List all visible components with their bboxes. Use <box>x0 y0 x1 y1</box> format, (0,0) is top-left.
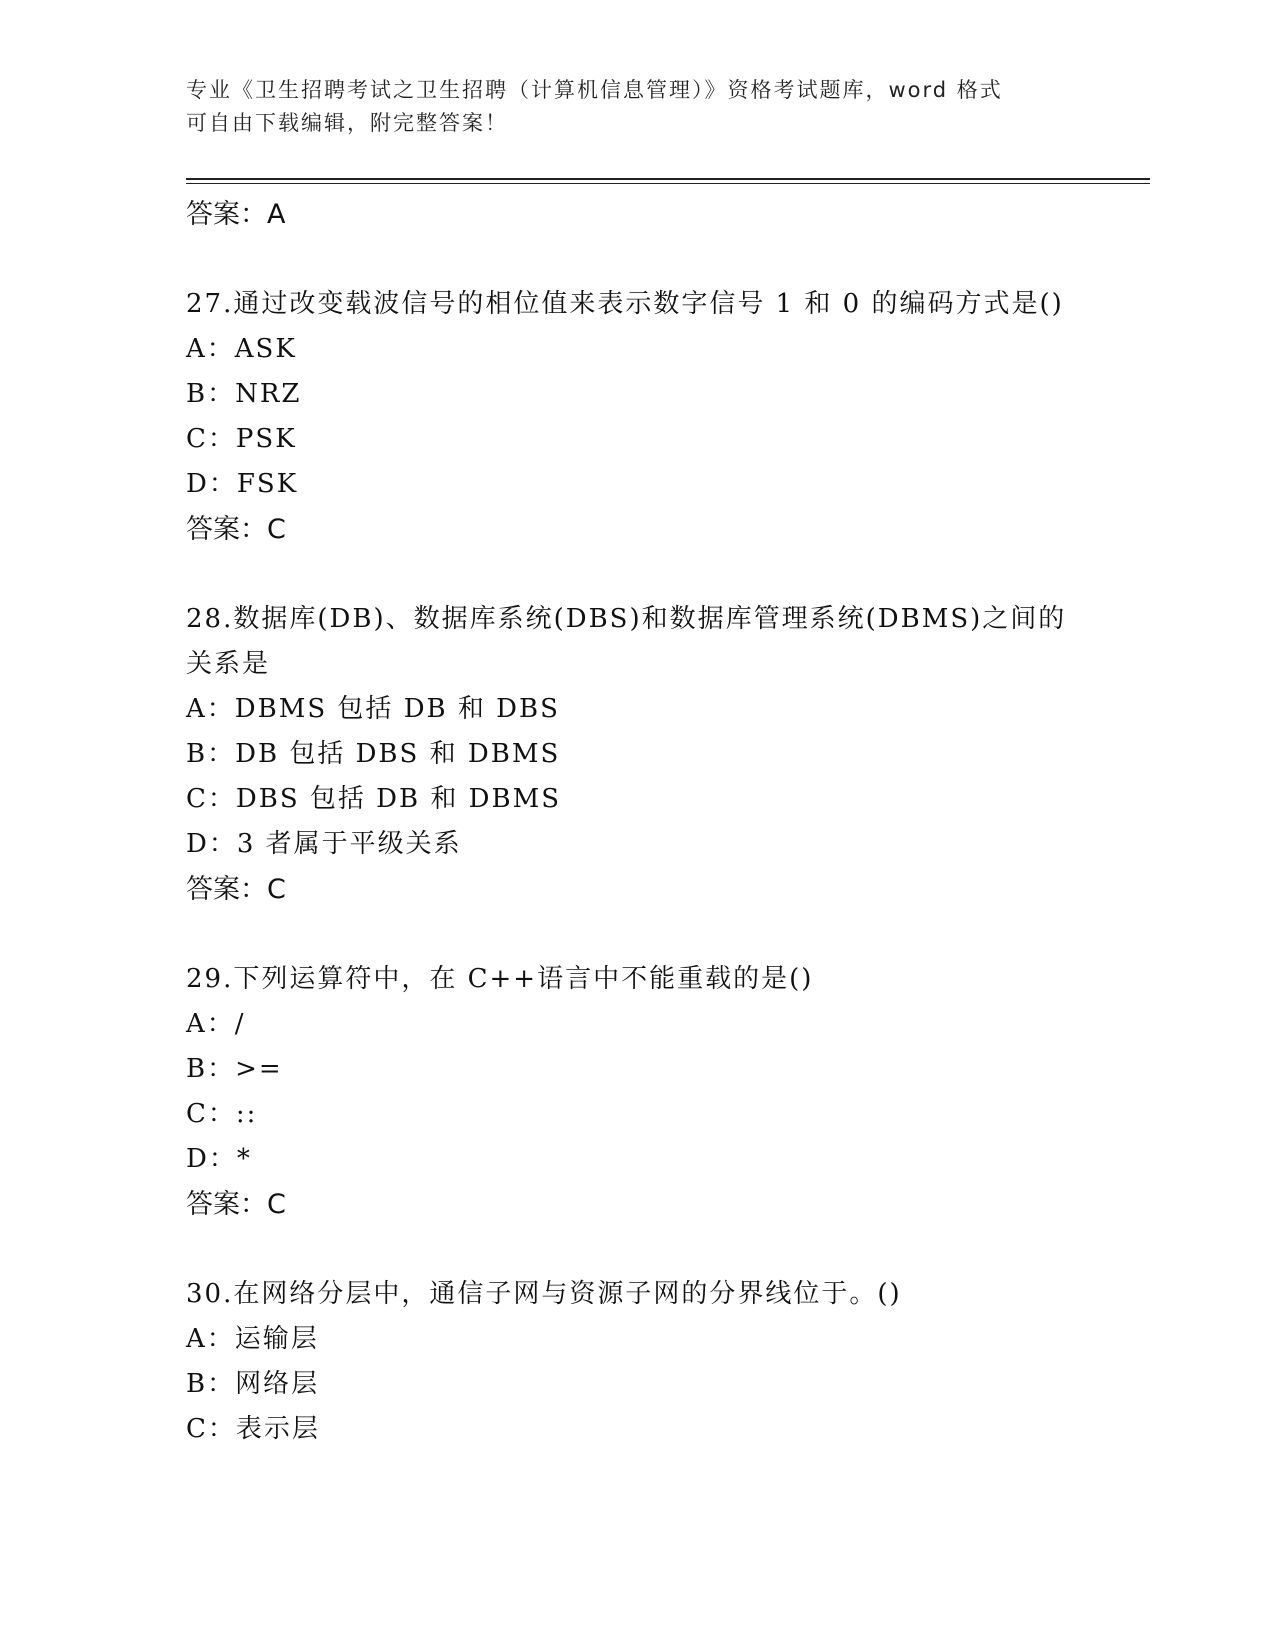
question-29-option-b: B：>= <box>186 1054 283 1084</box>
question-27-option-b: B：NRZ <box>186 379 302 409</box>
question-28-option-b: B：DB 包括 DBS 和 DBMS <box>186 739 561 769</box>
question-30 <box>186 1272 1086 1452</box>
header-divider-thin <box>186 183 1150 184</box>
question-29-option-d: D：* <box>186 1144 252 1174</box>
answer-26: 答案：A <box>186 199 286 230</box>
question-27-answer: 答案：C <box>186 514 286 545</box>
question-28-text: 28.数据库(DB)、数据库系统(DBS)和数据库管理系统(DBMS)之间的关系是 <box>186 604 1067 679</box>
header-divider-thick <box>186 178 1150 180</box>
question-28-option-c: C：DBS 包括 DB 和 DBMS <box>186 784 562 814</box>
question-29 <box>186 957 1086 1228</box>
question-28-answer: 答案：C <box>186 874 286 905</box>
spacer <box>186 238 1086 282</box>
document-header <box>186 74 1066 140</box>
question-29-option-c: C：:: <box>186 1099 258 1129</box>
header-line-2: 可自由下载编辑，附完整答案！ <box>186 111 508 135</box>
question-29-option-a: A：/ <box>186 1009 246 1039</box>
question-27-option-d: D：FSK <box>186 469 299 499</box>
question-27-text: 27.通过改变载波信号的相位值来表示数字信号 1 和 0 的编码方式是() <box>186 289 1064 319</box>
question-27-option-a: A：ASK <box>186 334 297 364</box>
question-29-answer: 答案：C <box>186 1189 286 1220</box>
header-line-1: 专业《卫生招聘考试之卫生招聘（计算机信息管理）》资格考试题库，word 格式 <box>186 78 1003 102</box>
spacer <box>186 1228 1086 1272</box>
question-29-text: 29.下列运算符中，在 C++语言中不能重载的是() <box>186 964 814 994</box>
question-30-option-b: B：网络层 <box>186 1369 320 1399</box>
question-30-text: 30.在网络分层中，通信子网与资源子网的分界线位于。() <box>186 1279 902 1309</box>
question-30-option-a: A：运输层 <box>186 1324 319 1354</box>
question-list <box>186 192 1086 1452</box>
spacer <box>186 913 1086 957</box>
question-30-option-c: C：表示层 <box>186 1414 320 1444</box>
question-27 <box>186 282 1086 553</box>
question-28-option-a: A：DBMS 包括 DB 和 DBS <box>186 694 560 724</box>
question-28 <box>186 597 1086 913</box>
question-27-option-c: C：PSK <box>186 424 297 454</box>
spacer <box>186 553 1086 597</box>
question-28-option-d: D：3 者属于平级关系 <box>186 829 462 859</box>
